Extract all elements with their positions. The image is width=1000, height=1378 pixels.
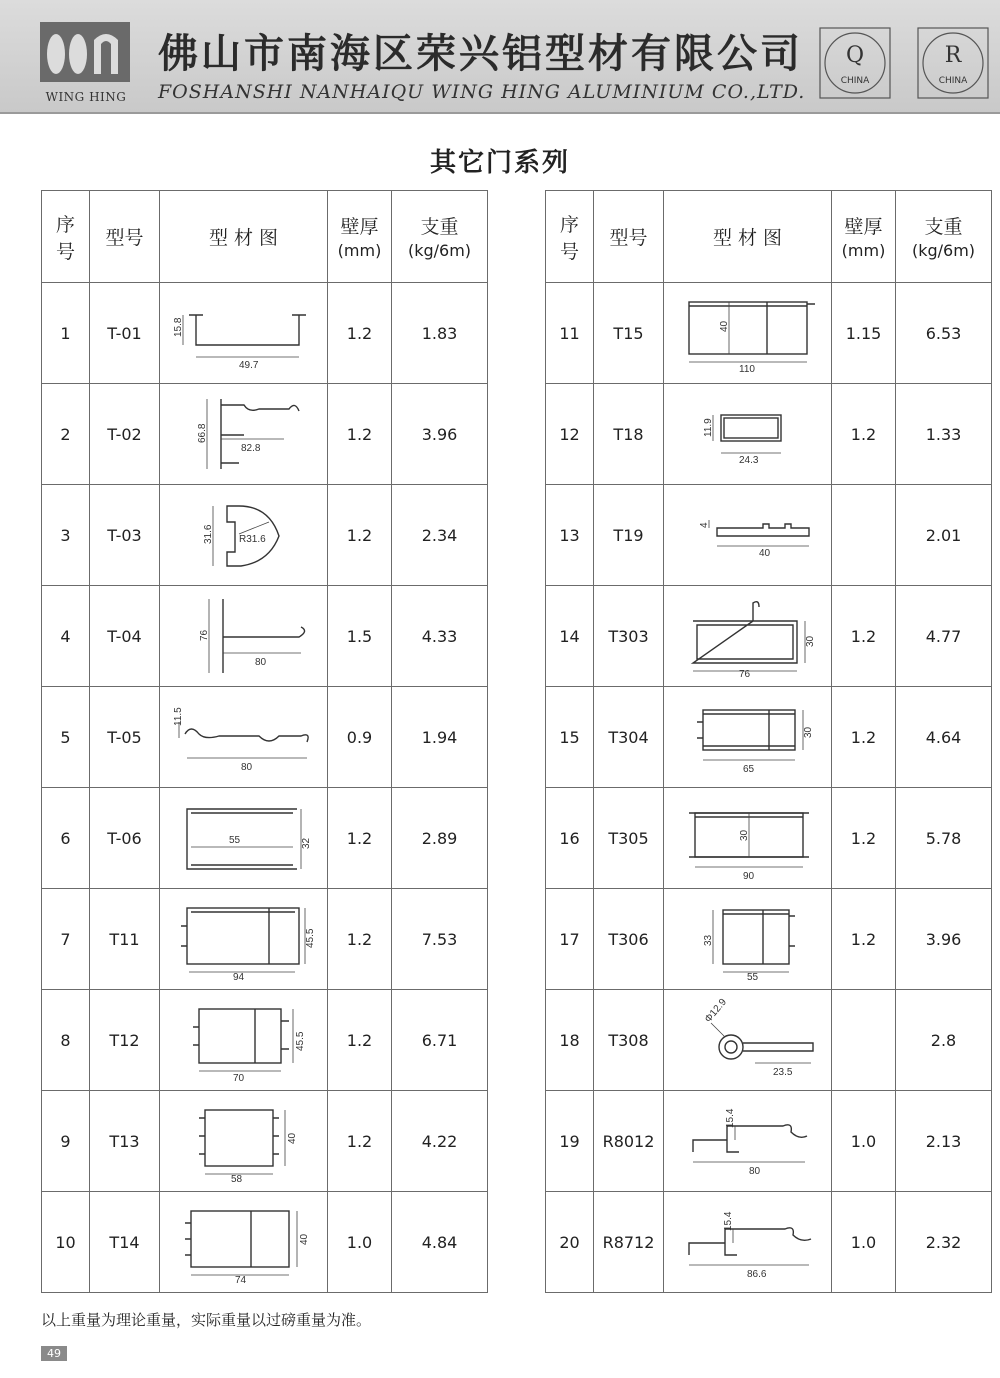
profile-drawing-t18 bbox=[673, 391, 823, 477]
dim-width: 94 bbox=[232, 972, 244, 982]
weight: 6.53 bbox=[896, 283, 992, 384]
profile-drawing-t02 bbox=[169, 391, 319, 477]
profile-drawing-r8712 bbox=[673, 1199, 823, 1285]
dim-width: 40 bbox=[758, 548, 770, 559]
profile-drawing-t19 bbox=[673, 492, 823, 578]
dim-width: 65 bbox=[742, 764, 754, 775]
row-number: 4 bbox=[42, 586, 90, 687]
model-code: T303 bbox=[594, 586, 664, 687]
model-code: T19 bbox=[594, 485, 664, 586]
dim-width: 70 bbox=[232, 1073, 244, 1083]
profile-drawing bbox=[664, 1091, 832, 1192]
model-code: T-05 bbox=[90, 687, 160, 788]
col-model: 型号 bbox=[90, 191, 160, 283]
profile-drawing-r8012 bbox=[673, 1098, 823, 1184]
table-row bbox=[546, 889, 992, 990]
profile-drawing bbox=[664, 788, 832, 889]
dim-width: 55 bbox=[746, 972, 758, 982]
profile-drawing-t11 bbox=[169, 896, 319, 982]
profile-drawing-t305 bbox=[673, 795, 823, 881]
col-index: 序 号 bbox=[42, 191, 90, 283]
weight: 2.01 bbox=[896, 485, 992, 586]
profile-drawing bbox=[160, 1091, 328, 1192]
col-weight: 支重 (kg/6m) bbox=[896, 191, 992, 283]
page-number: 49 bbox=[41, 1346, 67, 1361]
weight: 3.96 bbox=[896, 889, 992, 990]
table-row bbox=[546, 1091, 992, 1192]
wall-thickness: 1.5 bbox=[328, 586, 392, 687]
profile-drawing-t15 bbox=[673, 290, 823, 376]
model-code: T-04 bbox=[90, 586, 160, 687]
profile-drawing bbox=[160, 687, 328, 788]
wall-thickness: 1.2 bbox=[328, 990, 392, 1091]
table-row bbox=[42, 1091, 488, 1192]
dim-width: 90 bbox=[742, 871, 754, 881]
model-code: T306 bbox=[594, 889, 664, 990]
profile-drawing bbox=[160, 283, 328, 384]
wall-thickness: 1.0 bbox=[832, 1091, 896, 1192]
row-number: 6 bbox=[42, 788, 90, 889]
profile-drawing bbox=[664, 990, 832, 1091]
weight: 2.8 bbox=[896, 990, 992, 1091]
weight: 3.96 bbox=[392, 384, 488, 485]
profile-drawing-t304 bbox=[673, 694, 823, 780]
wall-thickness: 1.2 bbox=[832, 687, 896, 788]
dim-height: 40 bbox=[718, 320, 730, 332]
profile-drawing-t13 bbox=[169, 1098, 319, 1184]
row-number: 14 bbox=[546, 586, 594, 687]
wall-thickness: 1.2 bbox=[832, 586, 896, 687]
dim-height: 40 bbox=[298, 1233, 310, 1245]
weight: 7.53 bbox=[392, 889, 488, 990]
profile-drawing bbox=[160, 384, 328, 485]
profile-drawing bbox=[664, 283, 832, 384]
model-code: T-06 bbox=[90, 788, 160, 889]
table-row bbox=[42, 889, 488, 990]
company-name-chinese: 佛山市南海区荣兴铝型材有限公司 bbox=[158, 30, 803, 77]
wall-thickness bbox=[832, 990, 896, 1091]
model-code: T305 bbox=[594, 788, 664, 889]
brand-name: WING HING bbox=[45, 90, 127, 104]
row-number: 9 bbox=[42, 1091, 90, 1192]
dim-width: 86.6 bbox=[746, 1269, 766, 1280]
wall-thickness bbox=[832, 485, 896, 586]
dim-height: 31.6 bbox=[202, 524, 214, 544]
col-weight: 支重 (kg/6m) bbox=[392, 191, 488, 283]
dim-radius: R31.6 bbox=[238, 534, 266, 545]
profile-drawing-t05 bbox=[169, 694, 319, 780]
dim-width: 24.3 bbox=[738, 455, 758, 466]
wall-thickness: 1.2 bbox=[328, 384, 392, 485]
company-name-english: FOSHANSHI NANHAIQU WING HING ALUMINIUM CO.,LTD. bbox=[158, 81, 806, 103]
model-code: R8712 bbox=[594, 1192, 664, 1293]
row-number: 7 bbox=[42, 889, 90, 990]
model-code: T13 bbox=[90, 1091, 160, 1192]
dim-width: 76 bbox=[738, 669, 750, 679]
cert-letter: Q bbox=[845, 43, 865, 68]
row-number: 11 bbox=[546, 283, 594, 384]
model-code: T15 bbox=[594, 283, 664, 384]
model-code: R8012 bbox=[594, 1091, 664, 1192]
row-number: 12 bbox=[546, 384, 594, 485]
wall-thickness: 1.0 bbox=[832, 1192, 896, 1293]
row-number: 20 bbox=[546, 1192, 594, 1293]
row-number: 3 bbox=[42, 485, 90, 586]
row-number: 16 bbox=[546, 788, 594, 889]
cert-label: CHINA bbox=[938, 76, 968, 86]
table-row bbox=[42, 384, 488, 485]
dim-height: 45.5 bbox=[294, 1031, 306, 1051]
profile-drawing bbox=[160, 889, 328, 990]
profile-drawing-t303 bbox=[673, 593, 823, 679]
table-row bbox=[546, 687, 992, 788]
dim-height: 15.8 bbox=[172, 317, 184, 337]
table-row bbox=[42, 788, 488, 889]
dim-height: 30 bbox=[804, 635, 816, 647]
profile-drawing-t306 bbox=[673, 896, 823, 982]
wall-thickness: 1.15 bbox=[832, 283, 896, 384]
row-number: 5 bbox=[42, 687, 90, 788]
row-number: 13 bbox=[546, 485, 594, 586]
col-index: 序 号 bbox=[546, 191, 594, 283]
row-number: 1 bbox=[42, 283, 90, 384]
table-row bbox=[42, 485, 488, 586]
dim-height: 45.5 bbox=[304, 928, 316, 948]
profile-drawing bbox=[160, 485, 328, 586]
col-thickness: 壁厚 (mm) bbox=[832, 191, 896, 283]
table-row bbox=[546, 384, 992, 485]
profile-drawing bbox=[664, 687, 832, 788]
dim-width: 80 bbox=[240, 762, 252, 773]
dim-height: 15.4 bbox=[724, 1108, 736, 1128]
weight: 4.84 bbox=[392, 1192, 488, 1293]
wall-thickness: 1.2 bbox=[832, 788, 896, 889]
dim-height: 15.4 bbox=[722, 1211, 734, 1231]
profile-drawing bbox=[160, 990, 328, 1091]
profile-table-left bbox=[41, 190, 488, 1293]
weight: 2.32 bbox=[896, 1192, 992, 1293]
model-code: T14 bbox=[90, 1192, 160, 1293]
table-row bbox=[42, 283, 488, 384]
dim-width: 55 bbox=[228, 835, 240, 846]
dim-height: 4 bbox=[698, 522, 710, 528]
dim-height: 66.8 bbox=[196, 423, 208, 443]
profile-table-right bbox=[545, 190, 992, 1293]
profile-drawing-t01 bbox=[169, 293, 319, 373]
profile-drawing bbox=[664, 485, 832, 586]
row-number: 18 bbox=[546, 990, 594, 1091]
wall-thickness: 1.2 bbox=[328, 788, 392, 889]
wing-hing-logo bbox=[40, 22, 130, 82]
profile-drawing-t03 bbox=[169, 492, 319, 578]
table-row bbox=[42, 586, 488, 687]
weight: 4.77 bbox=[896, 586, 992, 687]
row-number: 15 bbox=[546, 687, 594, 788]
page-title: 其它门系列 bbox=[429, 148, 570, 178]
r-china-cert-seal bbox=[917, 27, 989, 99]
col-drawing: 型 材 图 bbox=[160, 191, 328, 283]
dim-width: 74 bbox=[234, 1275, 246, 1285]
weight: 6.71 bbox=[392, 990, 488, 1091]
profile-drawing bbox=[160, 788, 328, 889]
dim-diameter: Φ12.9 bbox=[702, 997, 729, 1025]
weight: 2.13 bbox=[896, 1091, 992, 1192]
table-row bbox=[546, 1192, 992, 1293]
table-row bbox=[42, 990, 488, 1091]
dim-width: 80 bbox=[748, 1166, 760, 1177]
weight: 4.64 bbox=[896, 687, 992, 788]
table-row bbox=[546, 990, 992, 1091]
table-header-row bbox=[546, 191, 992, 283]
profile-drawing-t06 bbox=[169, 795, 319, 881]
dim-height: 40 bbox=[286, 1132, 298, 1144]
profile-drawing bbox=[664, 889, 832, 990]
wall-thickness: 1.2 bbox=[832, 384, 896, 485]
weight: 5.78 bbox=[896, 788, 992, 889]
col-thickness: 壁厚 (mm) bbox=[328, 191, 392, 283]
profile-drawing bbox=[664, 1192, 832, 1293]
dim-width: 23.5 bbox=[772, 1067, 792, 1078]
wall-thickness: 1.0 bbox=[328, 1192, 392, 1293]
col-model: 型号 bbox=[594, 191, 664, 283]
wall-thickness: 1.2 bbox=[328, 283, 392, 384]
dim-width: 80 bbox=[254, 657, 266, 668]
dim-width: 110 bbox=[738, 364, 755, 375]
weight: 4.22 bbox=[392, 1091, 488, 1192]
profile-drawing-t308 bbox=[673, 997, 823, 1083]
table-row bbox=[42, 687, 488, 788]
dim-height: 11.5 bbox=[172, 707, 184, 726]
profile-drawing bbox=[160, 1192, 328, 1293]
weight: 1.83 bbox=[392, 283, 488, 384]
profile-drawing-t14 bbox=[169, 1199, 319, 1285]
wall-thickness: 1.2 bbox=[328, 485, 392, 586]
dim-height: 76 bbox=[198, 629, 210, 641]
weight-footnote: 以上重量为理论重量，实际重量以过磅重量为准。 bbox=[41, 1311, 372, 1329]
q-china-cert-seal bbox=[819, 27, 891, 99]
row-number: 19 bbox=[546, 1091, 594, 1192]
model-code: T-03 bbox=[90, 485, 160, 586]
model-code: T12 bbox=[90, 990, 160, 1091]
profile-drawing-t04 bbox=[169, 593, 319, 679]
row-number: 17 bbox=[546, 889, 594, 990]
model-code: T304 bbox=[594, 687, 664, 788]
row-number: 2 bbox=[42, 384, 90, 485]
page-header bbox=[0, 0, 1000, 114]
model-code: T308 bbox=[594, 990, 664, 1091]
weight: 4.33 bbox=[392, 586, 488, 687]
wall-thickness: 1.2 bbox=[832, 889, 896, 990]
weight: 2.89 bbox=[392, 788, 488, 889]
dim-height: 11.9 bbox=[702, 418, 714, 437]
profile-drawing bbox=[664, 586, 832, 687]
table-row bbox=[546, 283, 992, 384]
model-code: T-02 bbox=[90, 384, 160, 485]
table-row bbox=[42, 1192, 488, 1293]
dim-width: 82.8 bbox=[240, 443, 260, 454]
cert-letter: R bbox=[944, 43, 962, 68]
table-header-row bbox=[42, 191, 488, 283]
dim-height: 33 bbox=[702, 934, 714, 946]
table-row bbox=[546, 485, 992, 586]
row-number: 10 bbox=[42, 1192, 90, 1293]
cert-label: CHINA bbox=[840, 76, 870, 86]
row-number: 8 bbox=[42, 990, 90, 1091]
wall-thickness: 1.2 bbox=[328, 1091, 392, 1192]
dim-width: 58 bbox=[230, 1174, 242, 1184]
dim-height: 30 bbox=[802, 726, 814, 738]
table-row bbox=[546, 788, 992, 889]
profile-drawing bbox=[160, 586, 328, 687]
dim-height: 32 bbox=[300, 837, 312, 849]
model-code: T-01 bbox=[90, 283, 160, 384]
weight: 2.34 bbox=[392, 485, 488, 586]
model-code: T11 bbox=[90, 889, 160, 990]
wall-thickness: 0.9 bbox=[328, 687, 392, 788]
weight: 1.33 bbox=[896, 384, 992, 485]
weight: 1.94 bbox=[392, 687, 488, 788]
profile-drawing-t12 bbox=[169, 997, 319, 1083]
model-code: T18 bbox=[594, 384, 664, 485]
wall-thickness: 1.2 bbox=[328, 889, 392, 990]
dim-height: 30 bbox=[738, 829, 750, 841]
profile-drawing bbox=[664, 384, 832, 485]
col-drawing: 型 材 图 bbox=[664, 191, 832, 283]
table-row bbox=[546, 586, 992, 687]
dim-width: 49.7 bbox=[238, 360, 258, 371]
